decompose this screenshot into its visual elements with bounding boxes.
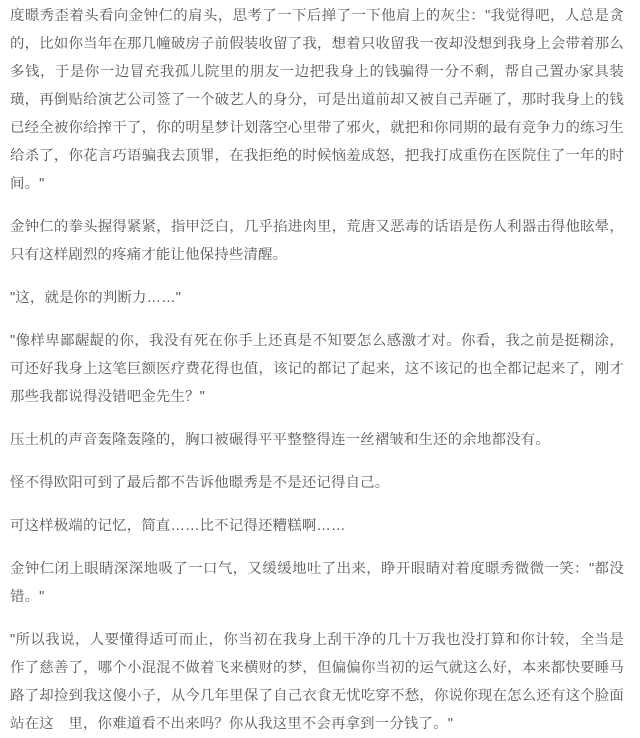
paragraph: "所以我说，人要懂得适可而止，你当初在我身上刮干净的几十万我也没打算和你计较，全当是作了慈善了，哪个小混混不做着飞来横财的梦，但偏偏你当初的运气就这么好，本来都快要睡马路了却捡到我这傻小子，从今几年里保了自己衣食无忧吃穿不愁，你说你现在怎么还有这个脸面站在这 里，你难道看不出来吗？你从我这里不会再拿到一分钱了。" bbox=[10, 632, 624, 732]
paragraph: 可这样极端的记忆，简直……比不记得还糟糕啊…… bbox=[10, 518, 346, 534]
paragraph: 压土机的声音轰隆轰隆的，胸口被碾得平平整整得连一丝褶皱和生还的余地都没有。 bbox=[10, 432, 550, 448]
paragraph: 怪不得欧阳可到了最后都不告诉他暻秀是不是还记得自己。 bbox=[10, 475, 390, 491]
paragraph: 度暻秀歪着头看向金钟仁的肩头，思考了一下后掸了一下他肩上的灰尘："我觉得吧，人总是贪的，比如你当年在那几幢破房子前假装收留了我，想着只收留我一夜却没想到我身上会带着那么多钱，于是你一边冒充我孤儿院里的朋友一边把我身上的钱骗得一分不剩，帮自己置办家具装璜，再倒贴给演艺公司签了一个破艺人的身分，可是出道前却又被自己弄砸了，那时我身上的钱已经全被你给搾干了，你的明星梦计划落空心里带了邪火，就把和你同期的最有竞争力的练习生给杀了，你花言巧语骗我去顶罪，在我拒绝的时候恼羞成怒，把我打成重伤在医院住了一年的时间。" bbox=[10, 8, 624, 192]
paragraph: "像样卑鄙龌龊的你，我没有死在你手上还真是不知要怎么感激才对。你看，我之前是挺糊涂，可还好我身上这笔巨额医疗费花得也值，该记的都记了起来，这不该记的也全都记起来了，刚才那些我都说得没错吧金先生？" bbox=[10, 333, 624, 405]
paragraph: "这，就是你的判断力……" bbox=[10, 290, 182, 306]
paragraph: 金钟仁的拳头握得紧紧，指甲泛白，几乎掐进肉里，荒唐又恶毒的话语是伤人利器击得他眩晕，只有这样剧烈的疼痛才能让他保持些清醒。 bbox=[10, 219, 624, 263]
paragraph: 金钟仁闭上眼睛深深地吸了一口气，又缓缓地吐了出来，睁开眼睛对着度暻秀微微一笑："都没错。" bbox=[10, 561, 624, 605]
